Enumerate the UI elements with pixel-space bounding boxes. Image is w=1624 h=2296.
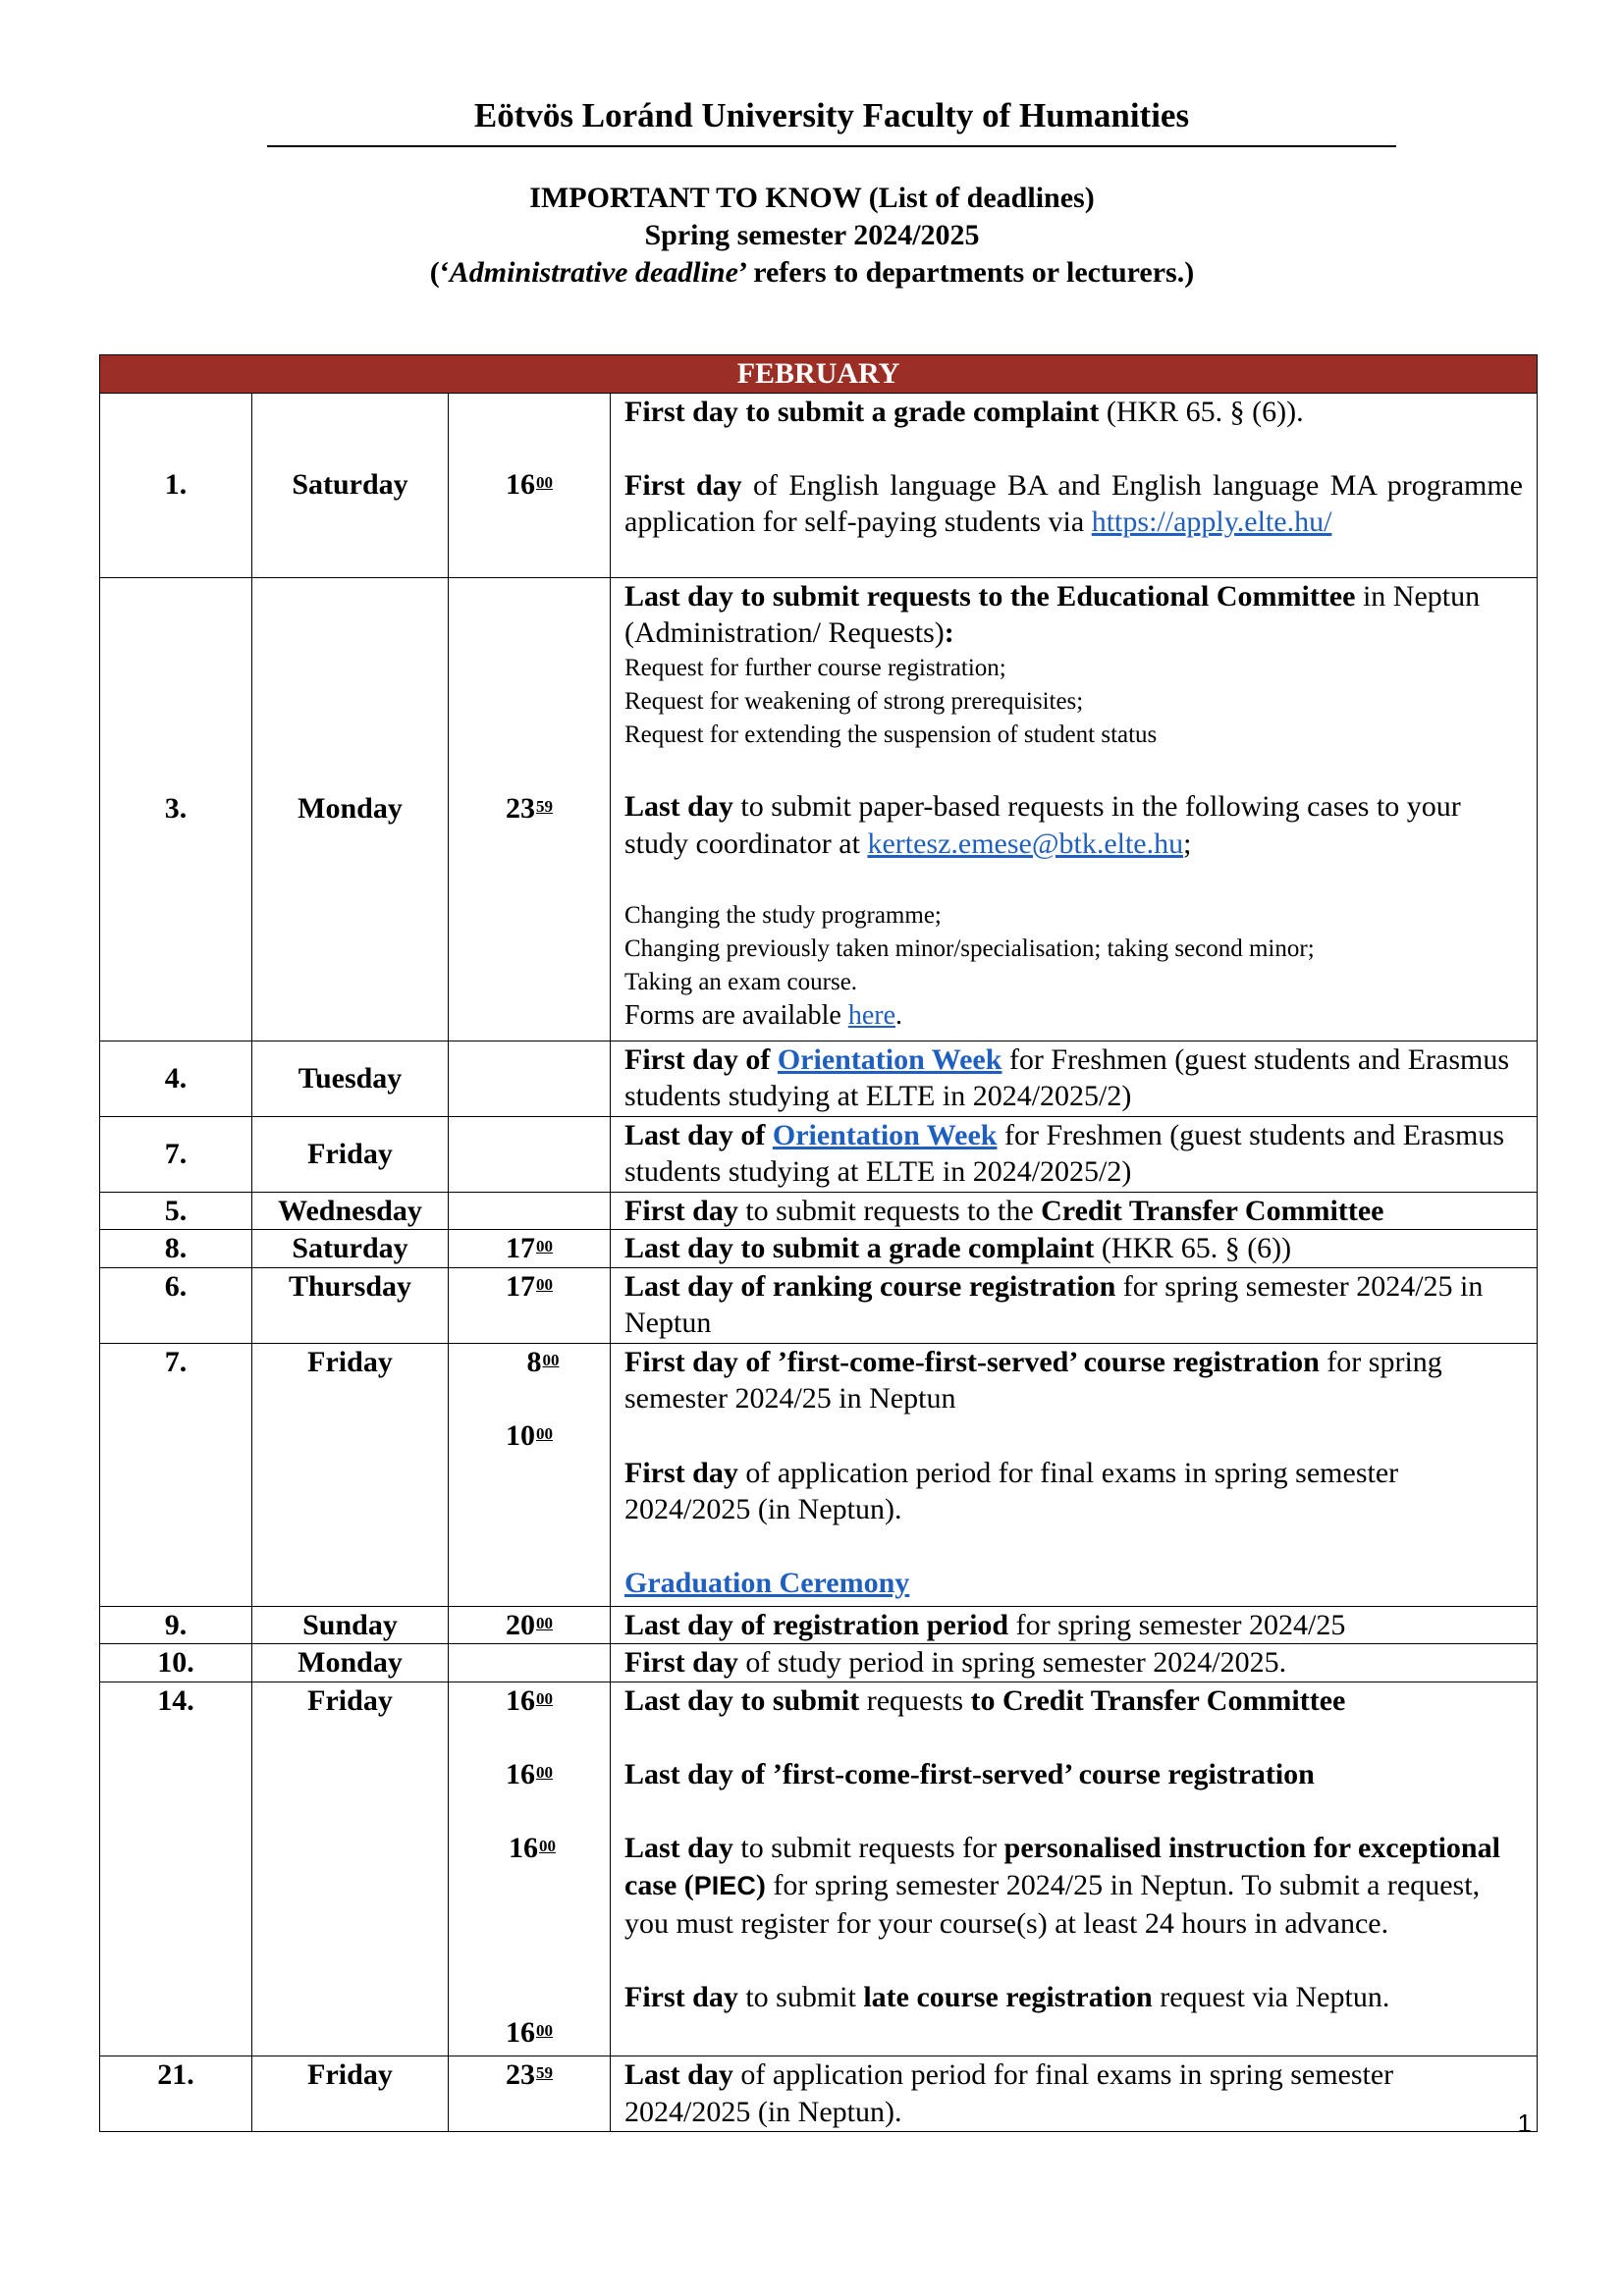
weekday-cell: Saturday xyxy=(252,1230,449,1268)
weekday-cell: Monday xyxy=(252,1644,449,1682)
table-row xyxy=(100,1606,1538,1644)
time-cell: $20^{00}$ xyxy=(449,1606,611,1644)
table-row xyxy=(100,1682,1538,2056)
day-cell: 1. xyxy=(100,393,252,577)
entry-text: First day to submit a grade complaint (HKR 65. § (6)). xyxy=(624,395,1304,428)
case-item: Changing previously taken minor/specialisation; taking second minor; xyxy=(624,935,1315,963)
time-cell xyxy=(449,1041,611,1116)
weekday-cell: Friday xyxy=(252,2056,449,2131)
day-cell: 3. xyxy=(100,577,252,1041)
weekday-cell: Friday xyxy=(252,1116,449,1192)
page-number: 1 xyxy=(1517,2109,1532,2138)
weekday-cell: Saturday xyxy=(252,393,449,577)
description-cell: First day of Orientation Week for Freshmen (guest students and Erasmus students studying at ELTE in 2024/2025/2) xyxy=(611,1041,1538,1116)
entry-text: Last day to submit requests to Credit Transfer Committee xyxy=(624,1683,1346,1717)
table-row xyxy=(100,577,1538,1041)
table-row xyxy=(100,1343,1538,1606)
day-cell: 7. xyxy=(100,1116,252,1192)
time-cell: $17^{00}$ xyxy=(449,1267,611,1343)
weekday-cell: Friday xyxy=(252,1682,449,2056)
time-cell xyxy=(449,1116,611,1192)
description-cell: Last day to submit a grade complaint (HKR 65. § (6)) xyxy=(611,1230,1538,1268)
entry-text: Last day to submit paper-based requests in the following cases to your study coordinator at kertesz.emese@btk.elte.hu; xyxy=(624,790,1461,860)
table-row xyxy=(100,1267,1538,1343)
day-cell: 10. xyxy=(100,1644,252,1682)
time-cell: $17^{00}$ xyxy=(449,1230,611,1268)
description-cell xyxy=(611,1343,1538,1606)
admin-deadline-note: (‘Administrative deadline’ refers to departments or lecturers.) xyxy=(429,256,1195,289)
table-row xyxy=(100,1230,1538,1268)
weekday-cell: Thursday xyxy=(252,1267,449,1343)
table-row xyxy=(100,1192,1538,1230)
description-cell: Last day of ranking course registration for spring semester 2024/25 in Neptun xyxy=(611,1267,1538,1343)
description-cell xyxy=(611,1682,1538,2056)
weekday-cell: Monday xyxy=(252,577,449,1041)
description-cell: Last day of Orientation Week for Freshmen (guest students and Erasmus students studying at ELTE in 2024/2025/2) xyxy=(611,1116,1538,1192)
semester-title: Spring semester 2024/2025 xyxy=(644,219,980,251)
entry-text: Last day to submit requests for personalised instruction for exceptional case (PIEC) for spring semester 2024/25 in Neptun. To submit a request, you must register for your course(s) at least 24 hours in advance. xyxy=(624,1832,1500,1940)
weekday-cell: Wednesday xyxy=(252,1192,449,1230)
weekday-cell: Tuesday xyxy=(252,1041,449,1116)
day-cell: 8. xyxy=(100,1230,252,1268)
table-row xyxy=(100,1116,1538,1192)
graduation-ceremony-link[interactable]: Graduation Ceremony xyxy=(624,1567,910,1600)
title-rule xyxy=(267,145,1396,147)
email-link[interactable]: kertesz.emese@btk.elte.hu xyxy=(867,827,1184,860)
forms-text: Forms are available here. xyxy=(624,1000,902,1032)
description-cell: Last day of application period for final exams in spring semester 2024/2025 (in Neptun). xyxy=(611,2056,1538,2131)
document-title: IMPORTANT TO KNOW (List of deadlines) xyxy=(529,182,1095,214)
time-cell: $16^{00}$ xyxy=(449,393,611,577)
request-item: Request for weakening of strong prerequisites; xyxy=(624,687,1084,715)
table-row xyxy=(100,1041,1538,1116)
request-item: Request for further course registration; xyxy=(624,654,1006,681)
table-row xyxy=(100,393,1538,577)
entry-text: First day of application period for final exams in spring semester 2024/2025 (in Neptun). xyxy=(624,1456,1399,1526)
university-title: Eötvös Loránd University Faculty of Humanities xyxy=(473,96,1190,134)
forms-link[interactable]: here xyxy=(847,1000,895,1032)
time-cell: $8^{00}$ $10^{00}$ xyxy=(449,1343,611,1606)
deadlines-table xyxy=(99,354,1538,2132)
apply-link[interactable]: https://apply.elte.hu/ xyxy=(1091,506,1332,539)
entry-text: Last day to submit requests to the Educational Committee in Neptun (Administration/ Requests): xyxy=(624,579,1481,650)
entry-text: First day of ’first-come-first-served’ course registration for spring semester 2024/25 in Neptun xyxy=(624,1345,1442,1415)
day-cell: 7. xyxy=(100,1343,252,1606)
day-cell: 4. xyxy=(100,1041,252,1116)
time-cell: $23^{59}$ xyxy=(449,2056,611,2131)
day-cell: 21. xyxy=(100,2056,252,2131)
time-cell xyxy=(449,1644,611,1682)
day-cell: 9. xyxy=(100,1606,252,1644)
case-item: Changing the study programme; xyxy=(624,902,942,930)
time-cell: $23^{59}$ xyxy=(449,577,611,1041)
day-cell: 5. xyxy=(100,1192,252,1230)
entry-text: First day of English language BA and English language MA programme application for self-paying students via https://apply.elte.hu/ xyxy=(624,468,1524,539)
orientation-week-link[interactable]: Orientation Week xyxy=(772,1118,998,1151)
day-cell: 14. xyxy=(100,1682,252,2056)
description-cell xyxy=(611,393,1538,577)
entry-text: Last day of ’first-come-first-served’ course registration xyxy=(624,1758,1315,1791)
table-row xyxy=(100,1644,1538,1682)
orientation-week-link[interactable]: Orientation Week xyxy=(777,1042,1002,1076)
day-cell: 6. xyxy=(100,1267,252,1343)
time-cell: $16^{00}$ $16^{00}$ $16^{00}$ $16^{00}$ xyxy=(449,1682,611,2056)
month-header-row xyxy=(100,355,1538,394)
description-cell: Last day of registration period for spring semester 2024/25 xyxy=(611,1606,1538,1644)
description-cell xyxy=(611,577,1538,1041)
table-row xyxy=(100,2056,1538,2131)
weekday-cell: Friday xyxy=(252,1343,449,1606)
time-cell xyxy=(449,1192,611,1230)
case-item: Taking an exam course. xyxy=(624,969,858,996)
description-cell: First day of study period in spring semester 2024/2025. xyxy=(611,1644,1538,1682)
entry-text: First day to submit late course registration request via Neptun. xyxy=(624,1980,1390,2013)
weekday-cell: Sunday xyxy=(252,1606,449,1644)
month-header: FEBRUARY xyxy=(100,355,1538,394)
description-cell: First day to submit requests to the Credit Transfer Committee xyxy=(611,1192,1538,1230)
request-item: Request for extending the suspension of student status xyxy=(624,721,1158,748)
